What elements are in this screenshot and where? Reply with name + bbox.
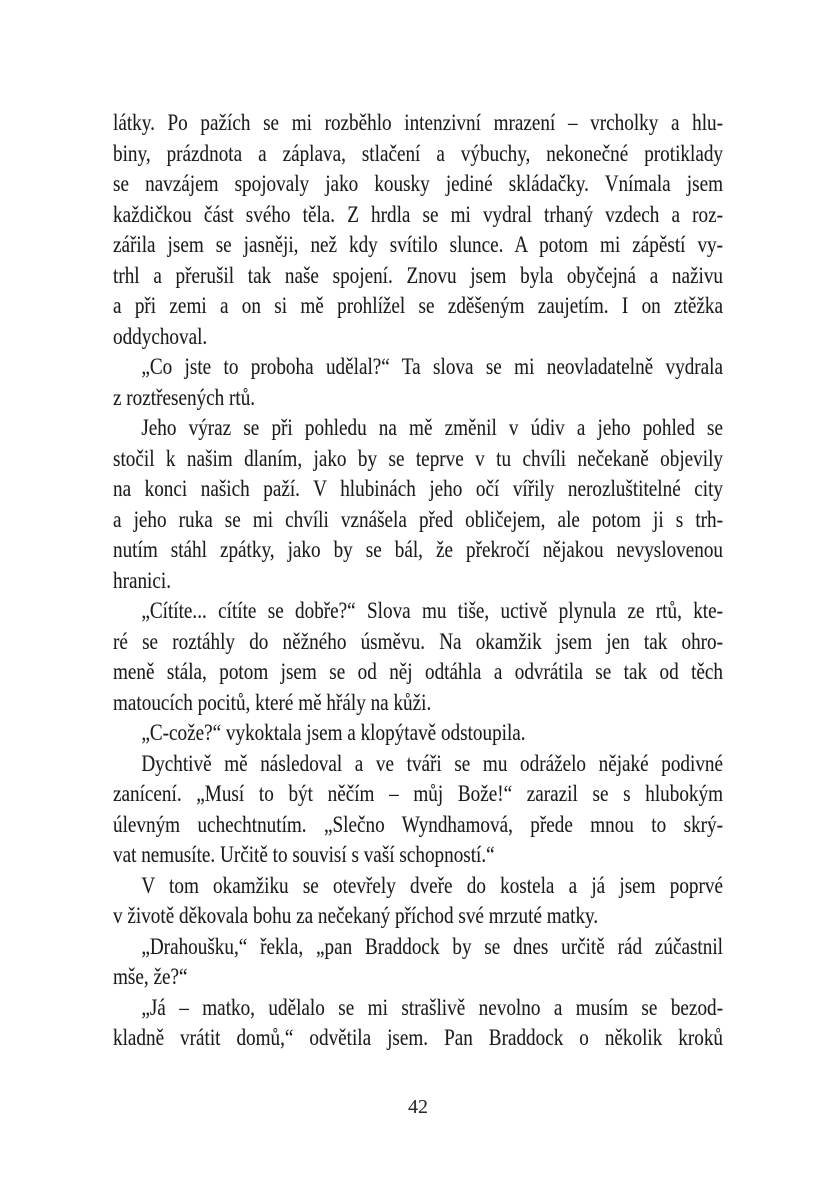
text-block bbox=[113, 108, 835, 1054]
text-line: „Drahoušku,“ řekla, „pan Braddock by se dnes určitě rád zúčastnil bbox=[141, 933, 723, 959]
text-line: trhl a přerušil tak naše spojení. Znovu jsem byla obyčejná a naživu bbox=[113, 262, 723, 288]
text-line: ré se roztáhly do něžného úsměvu. Na okamžik jsem jen tak ohro- bbox=[113, 628, 723, 654]
text-line: meně stála, potom jsem se od něj odtáhla a odvrátila se tak od těch bbox=[113, 659, 723, 684]
text-line: zářila jsem se jasněji, než kdy svítilo slunce. A potom mi zápěstí vy- bbox=[113, 232, 723, 257]
text-line: v životě děkovala bohu za nečekaný příchod své mrzuté matky. bbox=[113, 903, 599, 928]
text-line: Dychtivě mě následoval a ve tváři se mu odráželo nějaké podivné bbox=[141, 750, 723, 776]
text-line: „Co jste to proboha udělal?“ Ta slova se mi neovladatelně vydrala bbox=[141, 354, 723, 379]
text-line: kladně vrátit domů,“ odvětila jsem. Pan Braddock o několik kroků bbox=[113, 1025, 723, 1050]
text-line: „C-cože?“ vykoktala jsem a klopýtavě odstoupila. bbox=[141, 720, 526, 745]
page-number: 42 bbox=[408, 1096, 428, 1118]
text-line: na konci našich paží. V hlubinách jeho očí vířily nerozluštitelné city bbox=[113, 476, 723, 501]
text-line: V tom okamžiku se otevřely dveře do kostela a já jsem poprvé bbox=[141, 872, 723, 898]
text-line: každičkou část svého těla. Z hrdla se mi vydral trhaný vzdech a roz- bbox=[113, 201, 723, 227]
text-line: oddychoval. bbox=[113, 323, 208, 349]
text-line: z roztřesených rtů. bbox=[113, 384, 256, 410]
text-line: vat nemusíte. Určitě to souvisí s vaší schopností.“ bbox=[113, 842, 495, 867]
text-line: „Cítíte... cítíte se dobře?“ Slova mu tiše, uctivě plynula ze rtů, kte- bbox=[141, 598, 723, 623]
text-line: biny, prázdnota a záplava, stlačení a výbuchy, nekonečné protiklady bbox=[113, 140, 723, 166]
text-line: matoucích pocitů, které mě hřály na kůži. bbox=[113, 689, 432, 715]
text-line: látky. Po pažích se mi rozběhlo intenzivní mrazení – vrcholky a hlu- bbox=[113, 110, 723, 135]
text-line: a při zemi a on si mě prohlížel se zděšeným zaujetím. I on ztěžka bbox=[113, 293, 723, 318]
text-line: „Já – matko, udělalo se mi strašlivě nevolno a musím se bezod- bbox=[141, 994, 723, 1020]
text-line: nutím stáhl zpátky, jako by se bál, že překročí nějakou nevyslovenou bbox=[113, 537, 723, 562]
text-line: mše, že?“ bbox=[113, 964, 188, 989]
text-line: zanícení. „Musí to být něčím – můj Bože!“ zarazil se s hlubokým bbox=[113, 781, 723, 806]
text-line: Jeho výraz se při pohledu na mě změnil v údiv a jeho pohled se bbox=[141, 415, 723, 440]
text-line: se navzájem spojovaly jako kousky jediné skládačky. Vnímala jsem bbox=[113, 171, 723, 196]
text-line: stočil k našim dlaním, jako by se teprve v tu chvíli nečekaně objevily bbox=[113, 445, 723, 471]
text-line: a jeho ruka se mi chvíli vznášela před obličejem, ale potom ji s trh- bbox=[113, 506, 723, 532]
text-line: hranici. bbox=[113, 567, 172, 593]
text-line: úlevným uchechtnutím. „Slečno Wyndhamová, přede mnou to skrý- bbox=[113, 811, 723, 837]
